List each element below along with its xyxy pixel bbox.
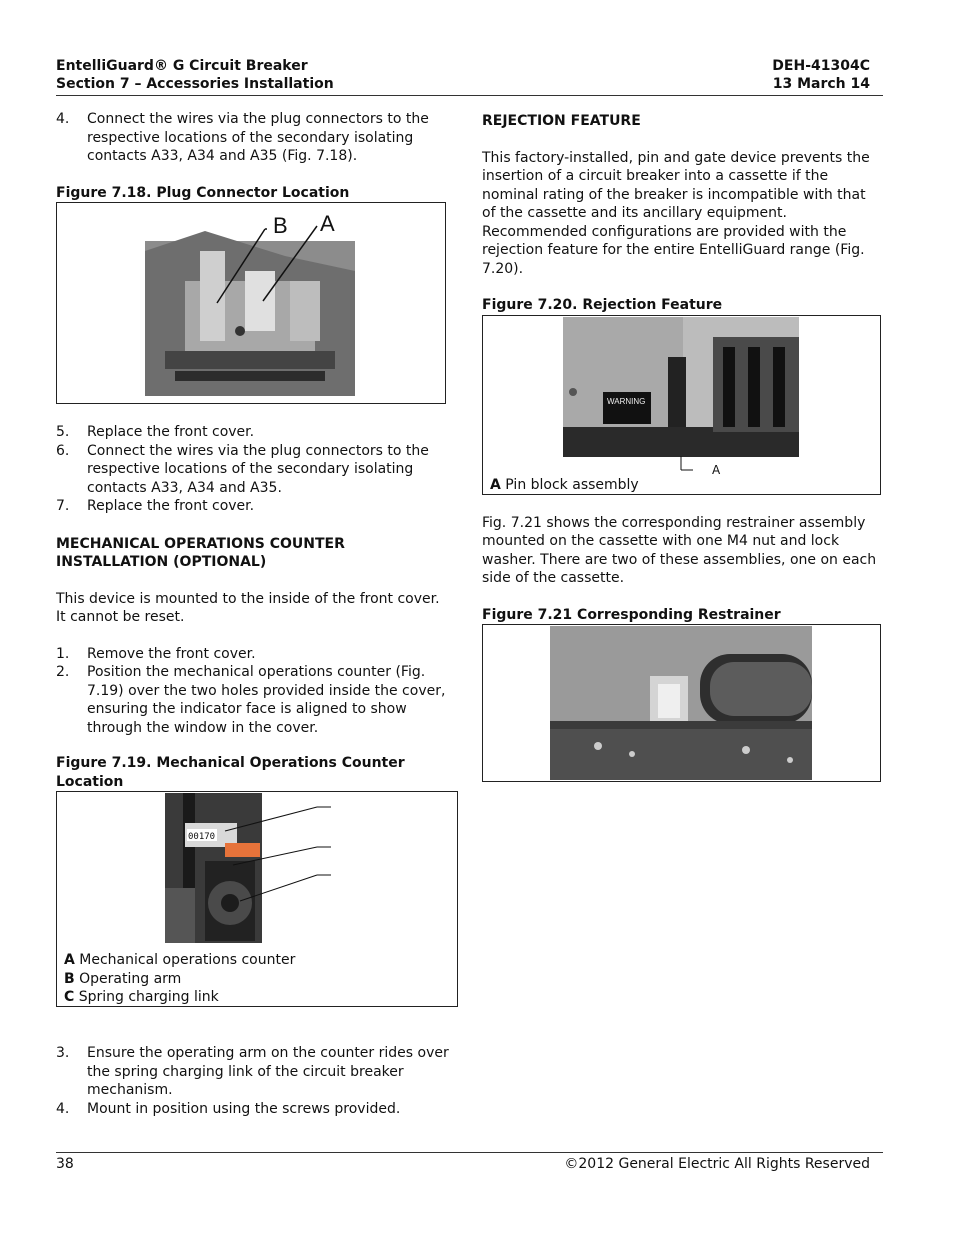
legend-item: B Operating arm (64, 970, 182, 987)
page-header (56, 57, 870, 75)
fig718-box (56, 202, 446, 404)
left-column (56, 110, 451, 1118)
right-column (482, 110, 882, 782)
legend-item: C Spring charging link (64, 989, 219, 1005)
list-item: 7. Replace the front cover. (56, 498, 255, 514)
list-item: 5. Replace the front cover. (56, 424, 255, 440)
fig718-caption: Figure 7.18. Plug Connector Location (56, 184, 350, 201)
fig720-image (563, 317, 799, 457)
fig719-legend (64, 951, 295, 1007)
counter-digits: 00170 (188, 832, 216, 842)
fig721-caption: Figure 7.21 Corresponding Restrainer (482, 606, 781, 623)
header-product: EntelliGuard® G Circuit Breaker (56, 58, 308, 74)
header-rule (56, 95, 883, 96)
fig720-callout-line (673, 456, 733, 486)
fig719-box (56, 791, 458, 1007)
list-item: 4. Mount in position using the screws provided. (56, 1100, 401, 1117)
header-date: 13 March 14 (772, 76, 870, 92)
step-list-3 (56, 645, 451, 738)
restrainer-text: Fig. 7.21 shows the corresponding restrainer assembly mounted on the cassette with one M4 nut and lock washer. There are two of these assemblies, one on each side of the cassette. (482, 514, 877, 586)
list-item: 2. Position the mechanical operations counter (Fig. 7.19) over the two holes provided inside the cover, ensuring the indicator face is aligned to show through the window in the cover. (56, 664, 446, 736)
fig720-caption: Figure 7.20. Rejection Feature (482, 297, 723, 313)
fig719-image (165, 793, 340, 943)
page-footer (56, 1156, 870, 1172)
fig720-box (482, 315, 881, 495)
warning-label: WARNING (607, 396, 646, 406)
fig721-box (482, 624, 881, 782)
counter-intro: This device is mounted to the inside of the front cover. It cannot be reset. (56, 590, 440, 625)
fig721-image (550, 626, 812, 780)
footer-rule (56, 1152, 883, 1153)
list-item: 1. Remove the front cover. (56, 645, 256, 662)
copyright: ©2012 General Electric All Rights Reserved (564, 1156, 870, 1172)
list-item: 3. Ensure the operating arm on the counter rides over the spring charging link of the circuit breaker mechanism. (56, 1045, 449, 1098)
counter-heading: MECHANICAL OPERATIONS COUNTER INSTALLATION (OPTIONAL) (56, 535, 345, 570)
fig720-callout-a: A (712, 462, 721, 477)
header-doc-number: DEH-41304C (772, 58, 870, 74)
header-section: Section 7 – Accessories Installation (56, 76, 334, 92)
rejection-text: This factory-installed, pin and gate device prevents the insertion of a circuit breaker into a cassette if the nominal rating of the breaker is incompatible with that of the cassette and its ancillary equipment. Recommended configurations are provided with the rejection feature for the entire EntelliGuard range (Fig. 7.20). (482, 149, 870, 277)
fig718-label-b: B (273, 213, 288, 238)
fig719-caption: Figure 7.19. Mechanical Operations Counter Location (56, 755, 405, 790)
fig718-image (145, 211, 355, 396)
page-header-row2 (56, 75, 870, 93)
step-text: Connect the wires via the plug connectors to the respective locations of the secondary isolating contacts A33, A34 and A35 (Fig. 7.18). (87, 111, 429, 164)
list-item: 4. Connect the wires via the plug connectors to the respective locations of the secondary isolating contacts A33, A34 and A35 (Fig. 7.18). (56, 111, 429, 164)
step-list-2 (56, 423, 451, 516)
rejection-heading: REJECTION FEATURE (482, 113, 641, 129)
fig718-label-a: A (320, 211, 335, 236)
list-item: 6. Connect the wires via the plug connectors to the respective locations of the secondary isolating contacts A33, A34 and A35. (56, 442, 429, 496)
fig720-legend: A Pin block assembly (490, 476, 639, 493)
legend-item: A Mechanical operations counter (64, 952, 296, 968)
page-number: 38 (56, 1156, 74, 1172)
step-list-4 (56, 1044, 451, 1118)
step-list-1 (56, 110, 451, 166)
